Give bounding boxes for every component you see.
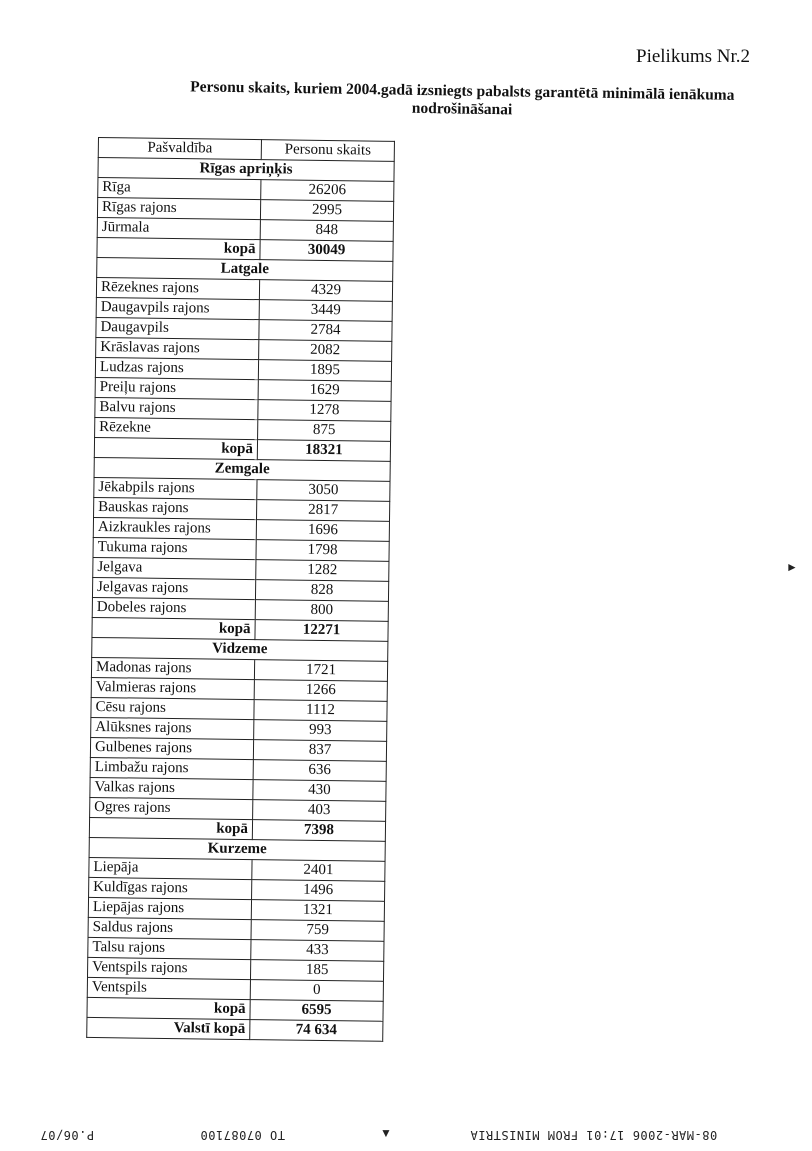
person-count: 2995 [260,200,393,222]
municipality-name: Saldus rajons [88,917,251,939]
fax-footer-page: P.06/07 [40,1128,95,1142]
region-total-label: kopā [87,997,250,1019]
person-count: 1721 [254,660,387,682]
municipality-name: Valkas rajons [90,777,253,799]
region-name: Zemgale [94,457,390,481]
document-title: Personu skaits, kuriem 2004.gadā izsniegts pabalsts garantētā minimālā ienākuma nodrošināšanai [190,78,735,119]
person-count: 433 [251,940,384,962]
person-count: 828 [255,580,388,602]
municipality-name: Liepājas rajons [88,897,251,919]
person-count: 1496 [252,880,385,902]
municipality-name: Ogres rajons [90,797,253,819]
person-count: 636 [253,760,386,782]
person-count: 0 [250,980,383,1002]
region-total-value: 30049 [260,240,393,262]
person-count: 1266 [254,680,387,702]
data-table [86,137,395,1042]
person-count: 1282 [256,560,389,582]
fax-footer-from: 08-MAR-2006 17:01 FROM MINISTRIA [470,1128,718,1142]
person-count: 3449 [259,300,392,322]
region-name: Rīgas apriņķis [98,158,394,182]
person-count: 1696 [256,520,389,542]
municipality-name: Preiļu rajons [95,377,258,399]
person-count: 2817 [257,500,390,522]
municipality-name: Rīga [98,178,261,200]
region-total-value: 7398 [252,820,385,842]
triangle-down-icon: ▼ [380,1126,392,1140]
appendix-label: Pielikums Nr.2 [636,46,751,67]
header-person-count: Personu skaits [261,140,394,162]
municipality-name: Ventspils rajons [87,957,250,979]
municipality-name: Rēzeknes rajons [96,277,259,299]
region-name: Latgale [97,257,393,281]
municipality-name: Limbažu rajons [90,757,253,779]
region-total-label: kopā [97,237,260,259]
person-count: 1629 [258,380,391,402]
person-count: 2784 [259,320,392,342]
municipality-name: Kuldīgas rajons [89,877,252,899]
municipality-name: Alūksnes rajons [91,717,254,739]
person-count: 2401 [252,860,385,882]
municipality-name: Dobeles rajons [92,597,255,619]
municipality-name: Balvu rajons [95,397,258,419]
municipality-name: Bauskas rajons [94,497,257,519]
municipality-name: Jūrmala [97,217,260,239]
municipality-name: Cēsu rajons [91,697,254,719]
person-count: 1321 [251,900,384,922]
region-name: Kurzeme [89,837,385,861]
municipality-name: Talsu rajons [88,937,251,959]
header-municipality: Pašvaldība [98,138,261,160]
region-total-value: 12271 [255,620,388,642]
municipality-name: Jelgava [93,557,256,579]
municipality-name: Krāslavas rajons [96,337,259,359]
table-container [86,137,394,1042]
municipality-name: Jelgavas rajons [92,577,255,599]
grand-total-label: Valstī kopā [87,1017,250,1039]
municipality-name: Ludzas rajons [95,357,258,379]
person-count: 875 [258,420,391,442]
person-count: 993 [254,720,387,742]
grand-total-row [87,1017,383,1041]
person-count: 403 [253,800,386,822]
grand-total-value: 74 634 [250,1020,383,1042]
municipality-name: Rēzekne [95,417,258,439]
region-name: Vidzeme [92,637,388,661]
person-count: 837 [253,740,386,762]
municipality-name: Aizkraukles rajons [93,517,256,539]
municipality-name: Jēkabpils rajons [94,477,257,499]
person-count: 800 [255,600,388,622]
municipality-name: Madonas rajons [91,657,254,679]
person-count: 1895 [258,360,391,382]
table-body [87,158,394,1042]
region-total-label: kopā [94,437,257,459]
municipality-name: Ventspils [87,977,250,999]
person-count: 848 [260,220,393,242]
municipality-name: Daugavpils [96,317,259,339]
person-count: 759 [251,920,384,942]
person-count: 1112 [254,700,387,722]
person-count: 1798 [256,540,389,562]
municipality-name: Liepāja [89,857,252,879]
municipality-name: Gulbenes rajons [90,737,253,759]
municipality-name: Tukuma rajons [93,537,256,559]
region-total-label: kopā [89,817,252,839]
person-count: 26206 [261,180,394,202]
municipality-name: Daugavpils rajons [96,297,259,319]
person-count: 430 [253,780,386,802]
person-count: 185 [250,960,383,982]
person-count: 4329 [259,280,392,302]
municipality-name: Rīgas rajons [97,198,260,220]
person-count: 2082 [259,340,392,362]
triangle-arrow-icon: ► [786,560,798,574]
fax-footer-to: TO 07087100 [200,1128,285,1142]
region-total-label: kopā [92,617,255,639]
person-count: 3050 [257,480,390,502]
region-total-value: 6595 [250,1000,383,1022]
person-count: 1278 [258,400,391,422]
region-total-value: 18321 [257,440,390,462]
municipality-name: Valmieras rajons [91,677,254,699]
